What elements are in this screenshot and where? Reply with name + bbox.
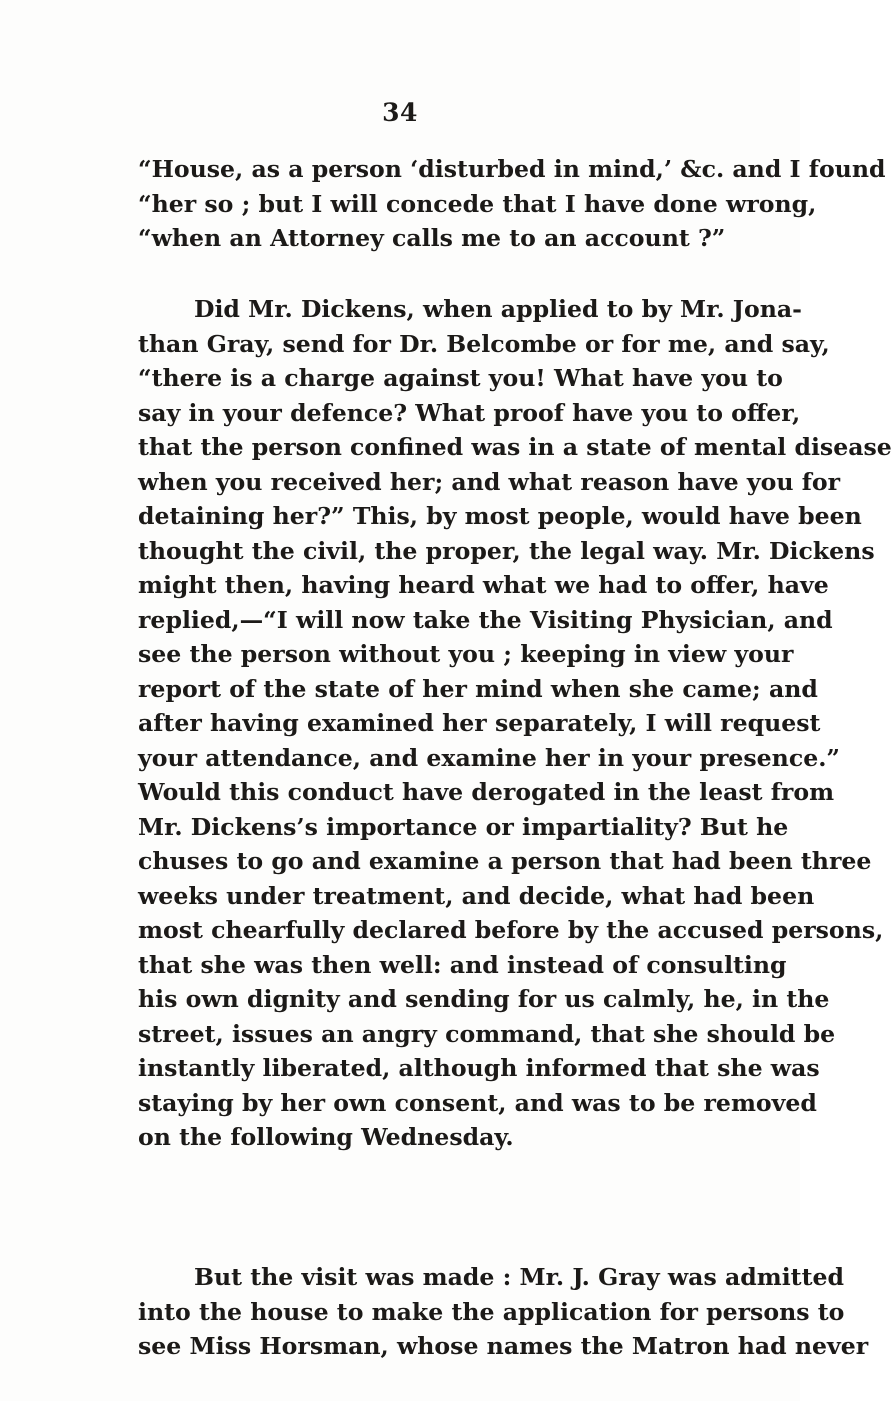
text-line: weeks under treatment, and decide, what had been: [138, 881, 815, 910]
text-line: report of the state of her mind when she came; and: [138, 674, 818, 703]
text-line: “when an Attorney calls me to an account ?”: [138, 224, 726, 252]
text-line: that she was then well: and instead of consulting: [138, 950, 787, 979]
text-line: replied,—“I will now take the Visiting Physician, and: [138, 605, 833, 634]
text-line: instantly liberated, although informed that she was: [138, 1054, 820, 1082]
text-line: on the following Wednesday.: [138, 1123, 514, 1151]
text-line: see the person without you ; keeping in view your: [138, 640, 794, 668]
text-line: when you received her; and what reason have you for: [138, 467, 841, 496]
text-line: But the visit was made : Mr. J. Gray was admitted: [194, 1263, 844, 1291]
text-line: his own dignity and sending for us calmly, he, in the: [138, 985, 830, 1013]
text-line: “her so ; but I will concede that I have done wrong,: [138, 189, 817, 218]
text-line: detaining her?” This, by most people, would have been: [138, 502, 862, 530]
paragraph-did-mr-dickens: [138, 292, 892, 1155]
text-line: after having examined her separately, I will request: [138, 709, 821, 737]
text-line: staying by her own consent, and was to be removed: [138, 1088, 817, 1117]
text-line: your attendance, and examine her in your presence.”: [138, 743, 840, 772]
text-line: Mr. Dickens’s importance or impartiality? But he: [138, 812, 789, 841]
text-line: chuses to go and examine a person that had been three: [138, 847, 872, 875]
text-line: “there is a charge against you! What have you to: [138, 364, 783, 392]
text-line: thought the civil, the proper, the legal way. Mr. Dickens: [138, 536, 875, 565]
text-line: most chearfully declared before by the accused persons,: [138, 916, 884, 944]
text-line: Would this conduct have derogated in the least from: [138, 778, 835, 806]
text-line: than Gray, send for Dr. Belcombe or for me, and say,: [138, 329, 830, 358]
paragraph-continuation: [138, 152, 886, 256]
text-line: street, issues an angry command, that she should be: [138, 1019, 836, 1048]
text-line: Did Mr. Dickens, when applied to by Mr. Jona-: [194, 295, 802, 323]
page-number: 34: [382, 98, 418, 127]
text-line: might then, having heard what we had to offer, have: [138, 571, 829, 599]
paragraph-but-the-visit: [138, 1260, 869, 1364]
text-line: into the house to make the application for persons to: [138, 1297, 845, 1326]
text-line: see Miss Horsman, whose names the Matron had never: [138, 1332, 869, 1360]
text-line: say in your defence? What proof have you to offer,: [138, 398, 801, 427]
text-line: that the person confined was in a state of mental disease: [138, 433, 892, 461]
text-line: “House, as a person ‘disturbed in mind,’ &c. and I found: [138, 155, 886, 183]
